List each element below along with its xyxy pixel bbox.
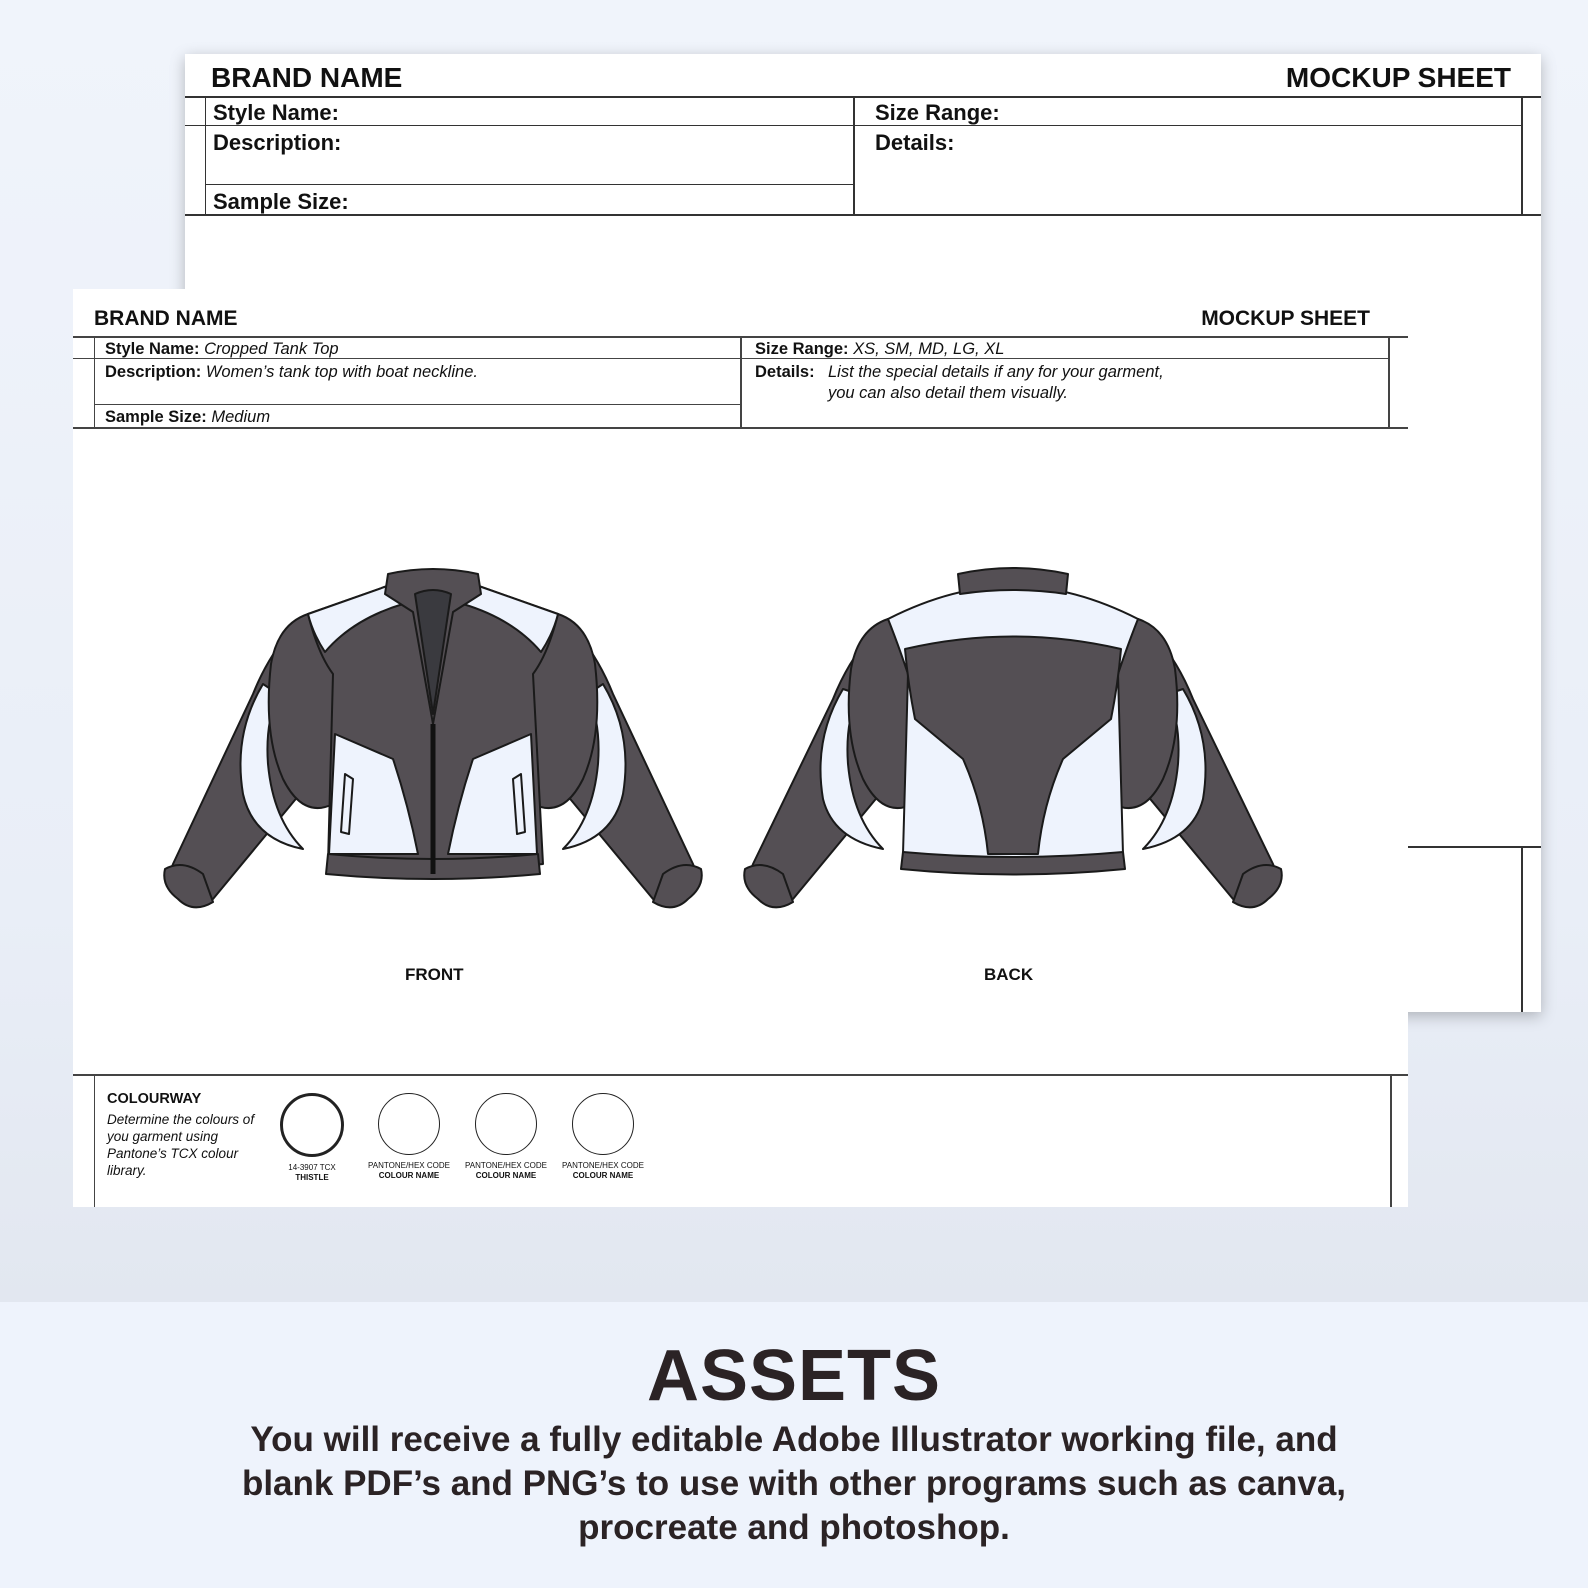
jacket-front-illustration — [153, 564, 713, 924]
divider — [853, 96, 855, 214]
divider — [185, 96, 1541, 98]
details-line1: List the special details if any for your garment, — [828, 363, 1164, 381]
back-details-label: Details: — [875, 130, 955, 155]
colour-swatch — [360, 1093, 458, 1180]
swatch-code: PANTONE/HEX CODE — [562, 1161, 644, 1170]
divider — [205, 96, 206, 214]
divider — [1521, 96, 1523, 214]
style-name-value: Cropped Tank Top — [204, 340, 339, 358]
assets-description: You will receive a fully editable Adobe Illustrator working file, and blank PDF’s and PNG’s to use with other programs such as canva, procreate and photoshop. — [241, 1420, 1347, 1547]
divider — [740, 336, 742, 427]
back-view-label: BACK — [984, 965, 1034, 984]
details-value-line1 — [828, 363, 1164, 382]
assets-heading: ASSETS — [646, 1336, 942, 1416]
swatch-circle — [280, 1093, 344, 1157]
size-range-label: Size Range: — [755, 340, 849, 358]
colour-swatch — [263, 1093, 361, 1182]
description-label: Description: — [105, 363, 202, 381]
details-value-line2 — [828, 384, 1068, 403]
back-brand-name: BRAND NAME — [211, 62, 403, 93]
jacket-back-illustration — [733, 564, 1293, 924]
description-field — [105, 363, 478, 382]
description-value: Women’s tank top with boat neckline. — [205, 363, 478, 381]
divider — [1388, 336, 1390, 427]
divider — [205, 184, 853, 185]
swatch-name: COLOUR NAME — [572, 1171, 634, 1180]
swatch-name: COLOUR NAME — [378, 1171, 440, 1180]
sample-size-value: Medium — [211, 408, 271, 426]
front-brand-name: BRAND NAME — [94, 307, 238, 330]
front-mockup-sheet — [73, 289, 1408, 1207]
back-style-name-label: Style Name: — [213, 100, 339, 125]
back-description-label: Description: — [213, 130, 342, 155]
colour-swatch — [457, 1093, 555, 1180]
divider — [94, 1074, 95, 1207]
swatch-circle — [572, 1093, 634, 1155]
divider — [1390, 1074, 1392, 1207]
divider — [94, 404, 740, 405]
details-line2: you can also detail them visually. — [828, 384, 1068, 402]
style-name-field — [105, 340, 339, 359]
divider — [73, 1074, 1408, 1076]
back-size-range-label: Size Range: — [875, 100, 1000, 125]
details-label-field — [755, 363, 815, 382]
sample-size-label: Sample Size: — [105, 408, 207, 426]
size-range-value: XS, SM, MD, LG, XL — [853, 340, 1005, 358]
front-sheet-title: MOCKUP SHEET — [1201, 307, 1370, 330]
divider — [94, 336, 95, 427]
colour-swatch — [554, 1093, 652, 1180]
style-name-label: Style Name: — [105, 340, 200, 358]
divider — [1521, 846, 1523, 1012]
swatch-code: PANTONE/HEX CODE — [368, 1161, 450, 1170]
back-sheet-title: MOCKUP SHEET — [1285, 62, 1511, 93]
swatch-code: PANTONE/HEX CODE — [465, 1161, 547, 1170]
divider — [185, 214, 1541, 216]
size-range-field — [755, 340, 1004, 359]
swatch-circle — [378, 1093, 440, 1155]
swatch-name: COLOUR NAME — [475, 1171, 537, 1180]
divider — [73, 427, 1408, 429]
swatch-circle — [475, 1093, 537, 1155]
colourway-title: COLOURWAY — [107, 1091, 202, 1107]
colourway-description: Determine the colours of you garment using Pantone’s TCX colour library. — [107, 1112, 255, 1178]
back-sample-size-label: Sample Size: — [213, 189, 349, 214]
swatch-code: 14-3907 TCX — [288, 1163, 336, 1172]
swatch-name: THISTLE — [295, 1173, 329, 1182]
details-label: Details: — [755, 363, 815, 381]
front-view-label: FRONT — [405, 965, 464, 984]
sample-size-field — [105, 408, 270, 427]
